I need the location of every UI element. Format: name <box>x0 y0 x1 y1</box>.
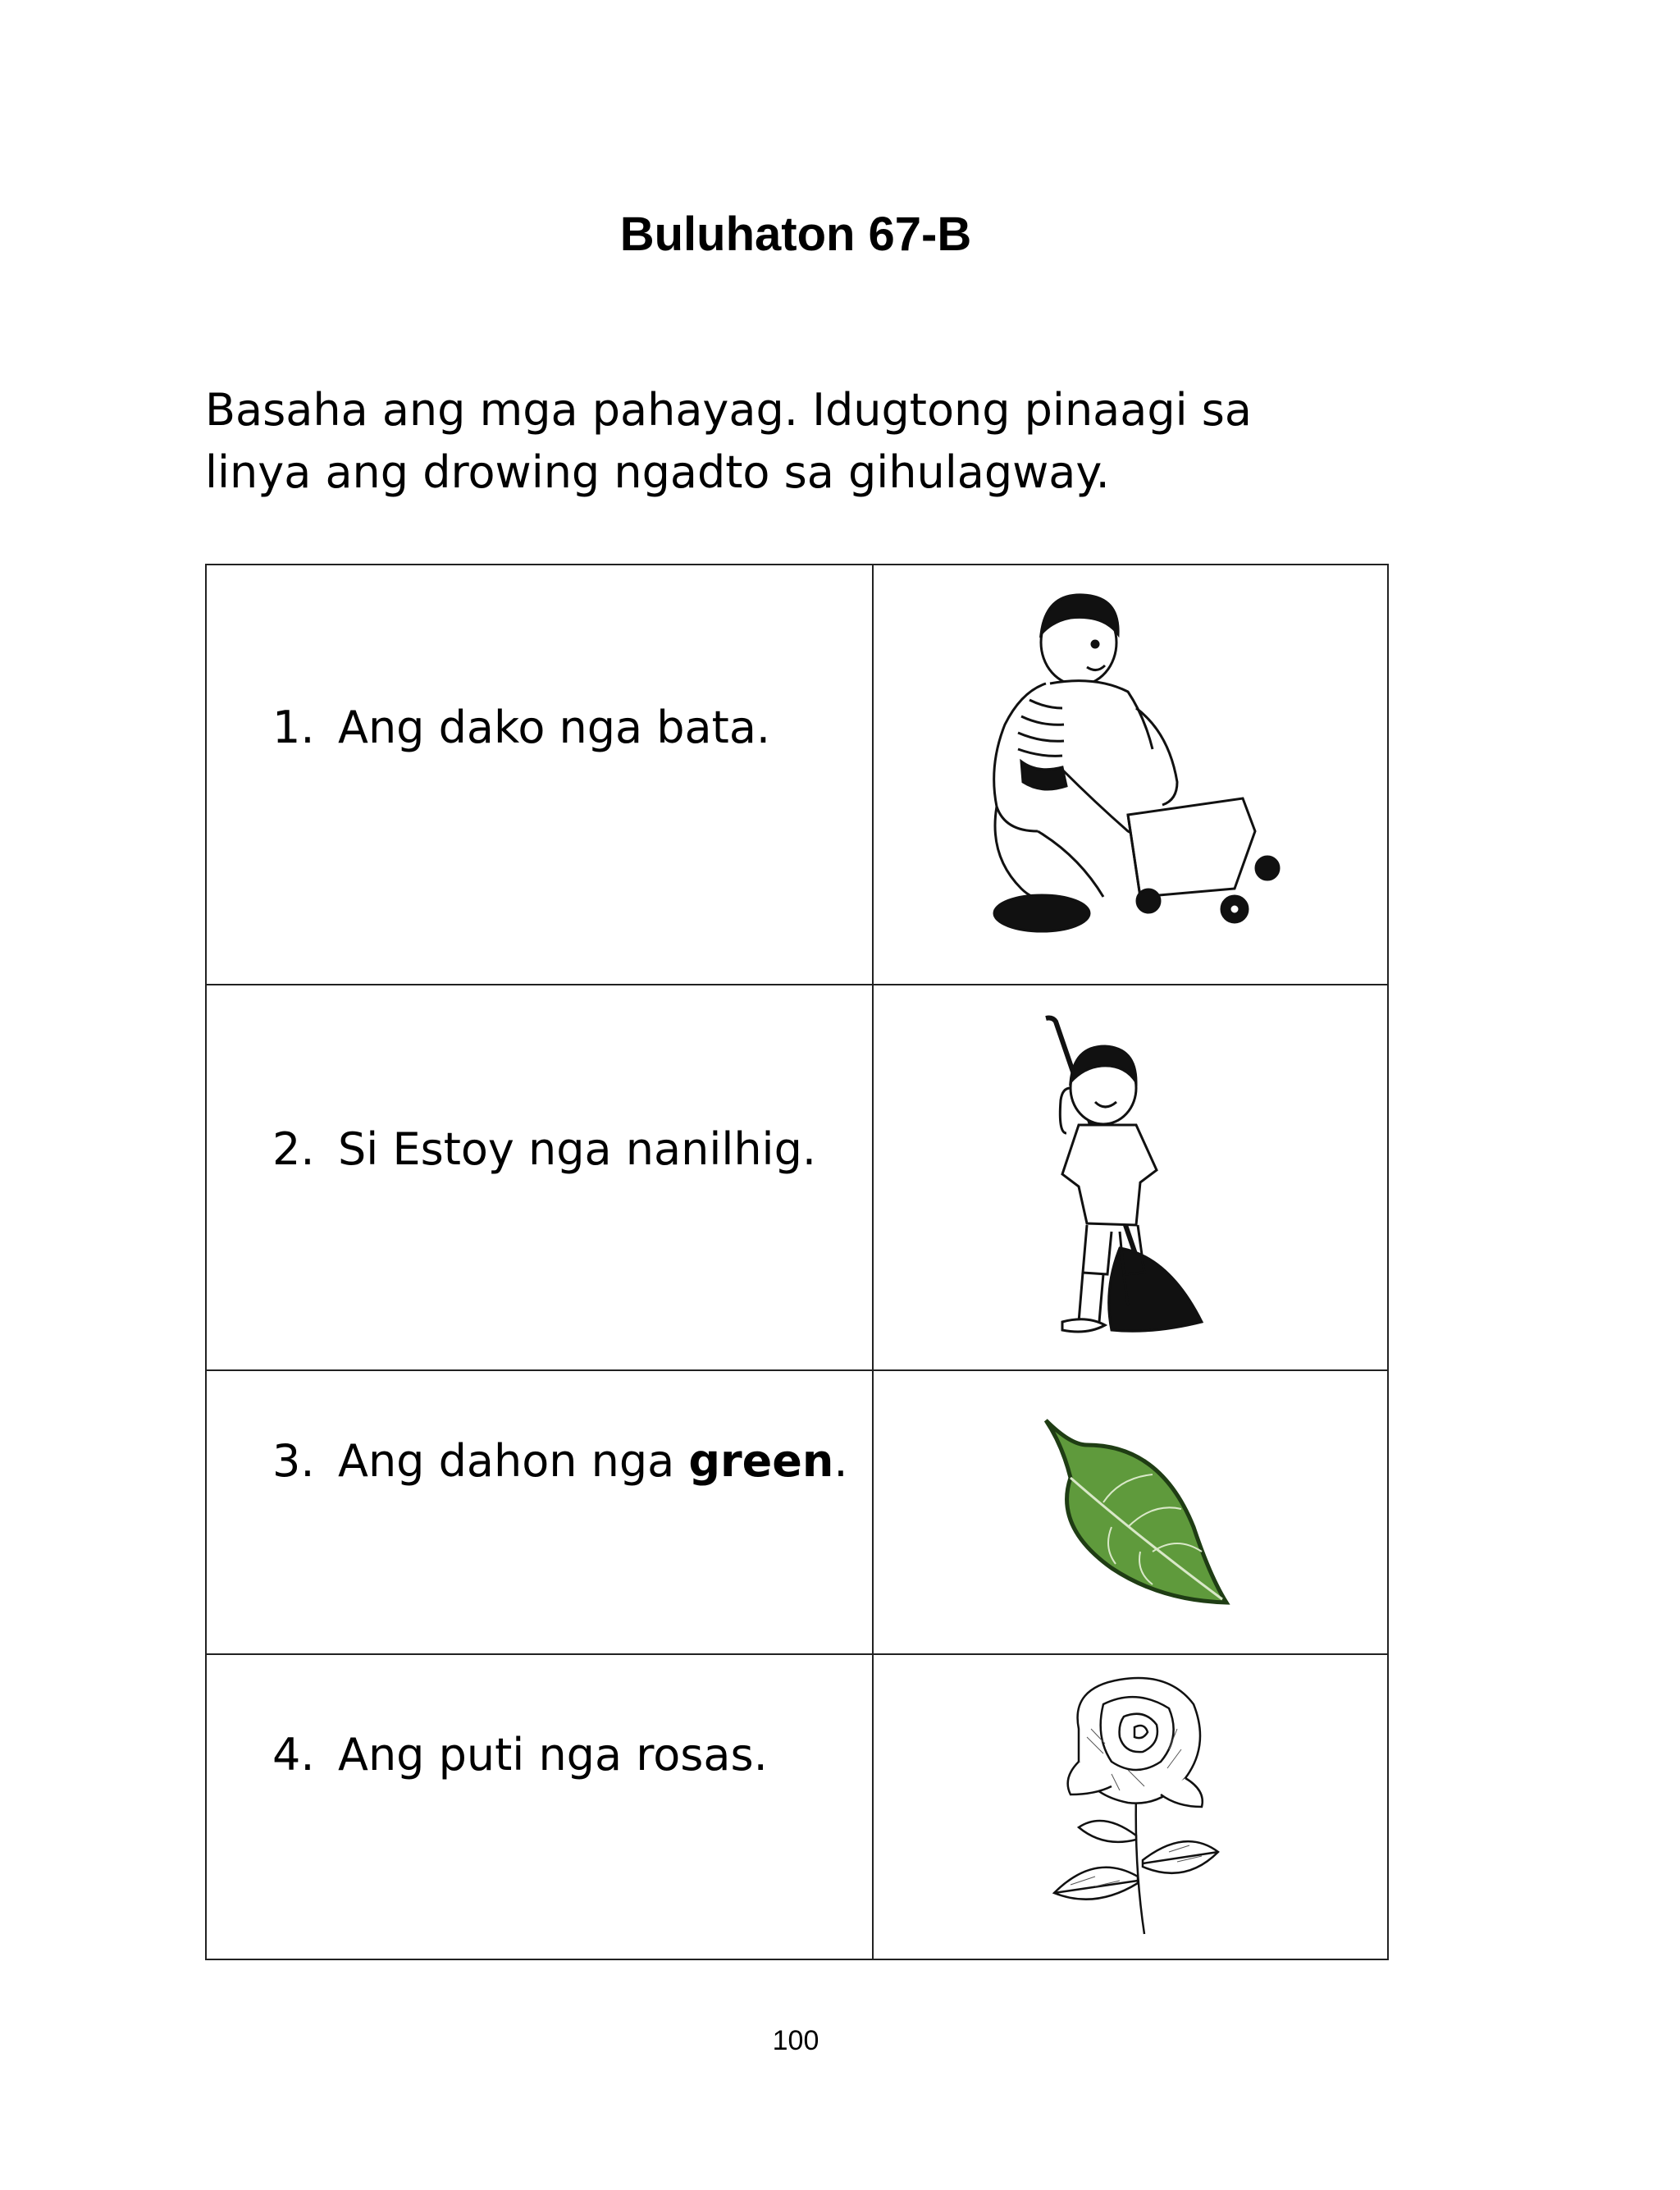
statement-cell <box>206 1654 873 1959</box>
statement-number: 1. <box>272 702 315 753</box>
statement-cell <box>206 985 873 1370</box>
table-row <box>206 565 1388 985</box>
table-row <box>206 1654 1388 1959</box>
statement-2 <box>207 1123 872 1176</box>
statement-text: Si Estoy nga nanilhig. <box>338 1123 817 1175</box>
page-number: 100 <box>772 2025 819 2056</box>
statement-cell <box>206 1370 873 1654</box>
leaf-icon <box>1038 1412 1235 1609</box>
statement-number: 4. <box>272 1729 315 1781</box>
picture-cell <box>873 985 1388 1370</box>
statement-cell <box>206 565 873 985</box>
instructions-line-1: Basaha ang mga pahayag. Idugtong pinaagi sa <box>205 384 1253 436</box>
instructions-line-2: linya ang drowing ngadto sa gihulagway. <box>205 446 1110 498</box>
statement-3 <box>207 1435 872 1488</box>
statement-4 <box>207 1729 872 1781</box>
page-title: Buluhaton 67-B <box>619 208 972 261</box>
color-word: green <box>688 1435 834 1487</box>
picture-cell <box>873 1370 1388 1654</box>
matching-table <box>205 564 1389 1960</box>
rose-icon <box>1046 1671 1226 1942</box>
statement-number: 2. <box>272 1123 315 1175</box>
statement-1 <box>207 702 872 754</box>
boy-pushing-cart-icon <box>972 585 1300 946</box>
picture-cell <box>873 565 1388 985</box>
statement-text: Ang dako nga bata. <box>338 702 771 753</box>
table-row <box>206 1370 1388 1654</box>
statement-text: Ang puti nga rosas. <box>338 1729 768 1781</box>
instructions <box>205 379 1436 504</box>
picture-cell <box>873 1654 1388 1959</box>
table-row <box>206 985 1388 1370</box>
boy-sweeping-icon <box>1013 1010 1259 1355</box>
statement-number: 3. <box>272 1435 315 1487</box>
statement-text: Ang dahon nga green. <box>338 1435 848 1487</box>
